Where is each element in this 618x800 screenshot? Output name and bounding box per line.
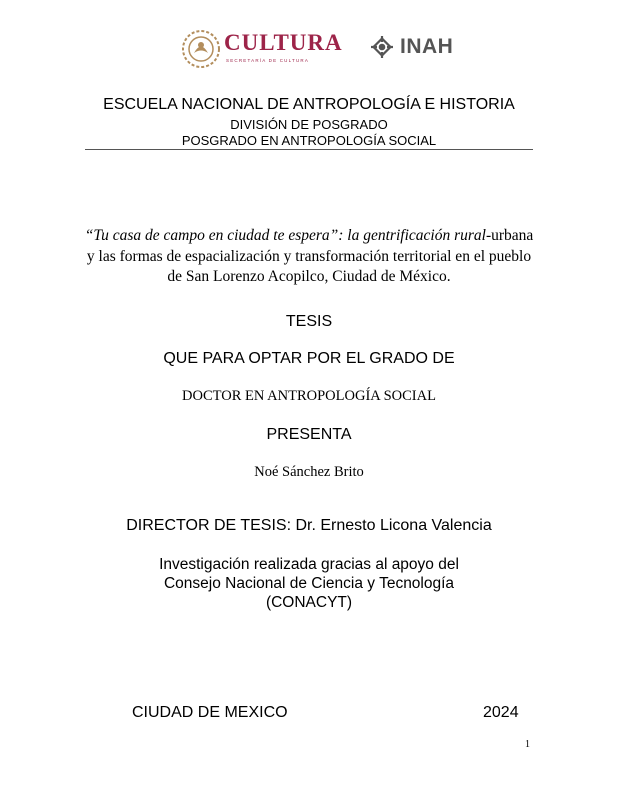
header-divider xyxy=(85,149,533,150)
cultura-logo-text: CULTURA xyxy=(224,30,343,55)
funding-acknowledgement xyxy=(0,555,618,612)
document-type: TESIS xyxy=(285,313,333,330)
city: CIUDAD DE MEXICO xyxy=(132,704,288,721)
inah-logo xyxy=(368,33,458,63)
cultura-logo-subtitle: SECRETARÍA DE CULTURA xyxy=(226,58,310,63)
funding-line-3: (CONACYT) xyxy=(265,594,353,611)
inah-emblem-icon xyxy=(368,33,396,61)
funding-line-2: Consejo Nacional de Ciencia y Tecnología xyxy=(163,575,455,592)
thesis-title-rest: -urbana y las formas de espacialización y transformación territorial en el pueblo de San Lorenzo Acopilco, Ciudad de México. xyxy=(86,227,534,285)
thesis-title xyxy=(82,226,536,288)
funding-line-1: Investigación realizada gracias al apoyo del xyxy=(159,556,459,573)
coat-of-arms-icon xyxy=(180,28,222,70)
inah-logo-text: INAH xyxy=(400,35,454,58)
school-name: ESCUELA NACIONAL DE ANTROPOLOGÍA E HISTORIA xyxy=(103,96,515,113)
degree-purpose: QUE PARA OPTAR POR EL GRADO DE xyxy=(163,350,455,367)
author-name: Noé Sánchez Brito xyxy=(254,464,364,480)
presents-label: PRESENTA xyxy=(266,426,352,443)
division-name: DIVISIÓN DE POSGRADO xyxy=(230,117,388,132)
page-number: 1 xyxy=(525,739,530,750)
thesis-title-quote: “Tu casa de campo en ciudad te espera”: la gentrificación rural xyxy=(84,227,486,244)
year: 2024 xyxy=(483,704,519,721)
thesis-director: DIRECTOR DE TESIS: Dr. Ernesto Licona Valencia xyxy=(126,517,492,534)
program-name: POSGRADO EN ANTROPOLOGÍA SOCIAL xyxy=(181,133,437,148)
degree-name: DOCTOR EN ANTROPOLOGÍA SOCIAL xyxy=(182,388,436,404)
cultura-logo xyxy=(180,28,345,70)
